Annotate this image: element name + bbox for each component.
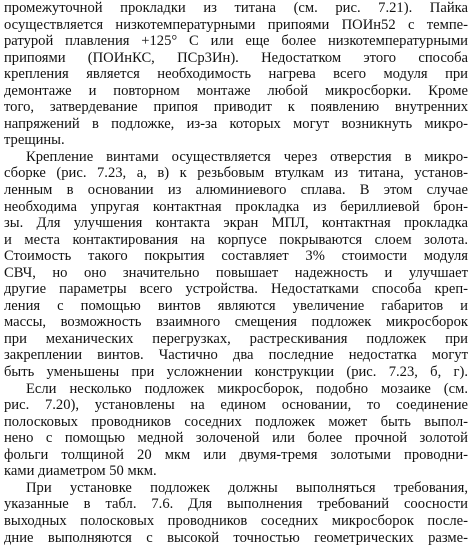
document-page (4, 0, 468, 498)
paragraph-mosaic-substrates (4, 381, 468, 480)
text-line: ления с помощью винтов являются увеличение габаритов и (4, 298, 468, 315)
text-line: Крепление винтами осуществляется через отверстия в микро- (4, 149, 468, 166)
text-line: промежуточной прокладки из титана (см. рис. 7.21). Пайка (4, 0, 468, 17)
text-line: рис. 7.20), установлены на едином основании, то соединение (4, 397, 468, 414)
paragraph-installation-requirements (4, 480, 468, 546)
text-line: припоями (ПОИнКС, ПСр3Ин). Недостатком этого способа (4, 50, 468, 67)
text-line: того, затвердевание припоя приводит к появлению внутренних (4, 99, 468, 116)
text-line: ратурой плавления +125° С или еще более низкотемпературными (4, 33, 468, 50)
text-line: ленным в основании из алюминиевого сплава. В этом случае (4, 182, 468, 199)
text-line: сборке (рис. 7.23, а, в) к резьбовым втулкам из титана, установ- (4, 165, 468, 182)
text-line: ками диаметром 50 мкм. (4, 463, 468, 480)
text-line: крепления является необходимость нагрева всего модуля при (4, 66, 468, 83)
text-line: осуществляется низкотемпературными припоями ПОИн52 с темпе- (4, 17, 468, 34)
text-line: нено с помощью медной золоченой или более прочной золотой (4, 430, 468, 447)
text-line: указанные в табл. 7.6. Для выполнения требований соосности (4, 496, 468, 513)
text-line: Стоимость такого покрытия составляет 3% стоимости модуля (4, 248, 468, 265)
text-line: закреплении винтов. Частично два последние недостатка могут (4, 347, 468, 364)
text-line: СВЧ, но оно значительно повышает надежность и улучшает (4, 265, 468, 282)
paragraph-screw-mounting (4, 149, 468, 381)
text-line: и места контактирования на корпусе покрываются слоем золота. (4, 232, 468, 249)
text-line: необходима упругая контактная прокладка из бериллиевой брон- (4, 199, 468, 216)
text-line: напряжений в подложке, из-за которых могут возникнуть микро- (4, 116, 468, 133)
paragraph-solder-mounting (4, 0, 468, 149)
text-line: трещины. (4, 132, 468, 149)
text-line: массы, возможность взаимного смещения подложек микросборок (4, 314, 468, 331)
text-line: быть уменьшены при усложнении конструкции (рис. 7.23, б, г). (4, 364, 468, 381)
text-line: демонтаже и повторном монтаже любой микросборки. Кроме (4, 83, 468, 100)
text-line: Если несколько подложек микросборок, подобно мозаике (см. (4, 381, 468, 398)
text-line: фольги толщиной 20 мкм или двумя-тремя золотыми проводни- (4, 447, 468, 464)
text-line: При установке подложек должны выполняться требования, (4, 480, 468, 497)
text-line: при механических перегрузках, растрескивания подложек при (4, 331, 468, 348)
text-line: зы. Для улучшения контакта экран МПЛ, контактная прокладка (4, 215, 468, 232)
text-line: другие параметры всего устройства. Недостатками способа креп- (4, 281, 468, 298)
text-line: дние выполняются с высокой точностью геометрических разме- (4, 530, 468, 546)
text-line: полосковых проводников соседних подложек может быть выпол- (4, 414, 468, 431)
text-line: выходных полосковых проводников соседних микросборок после- (4, 513, 468, 530)
